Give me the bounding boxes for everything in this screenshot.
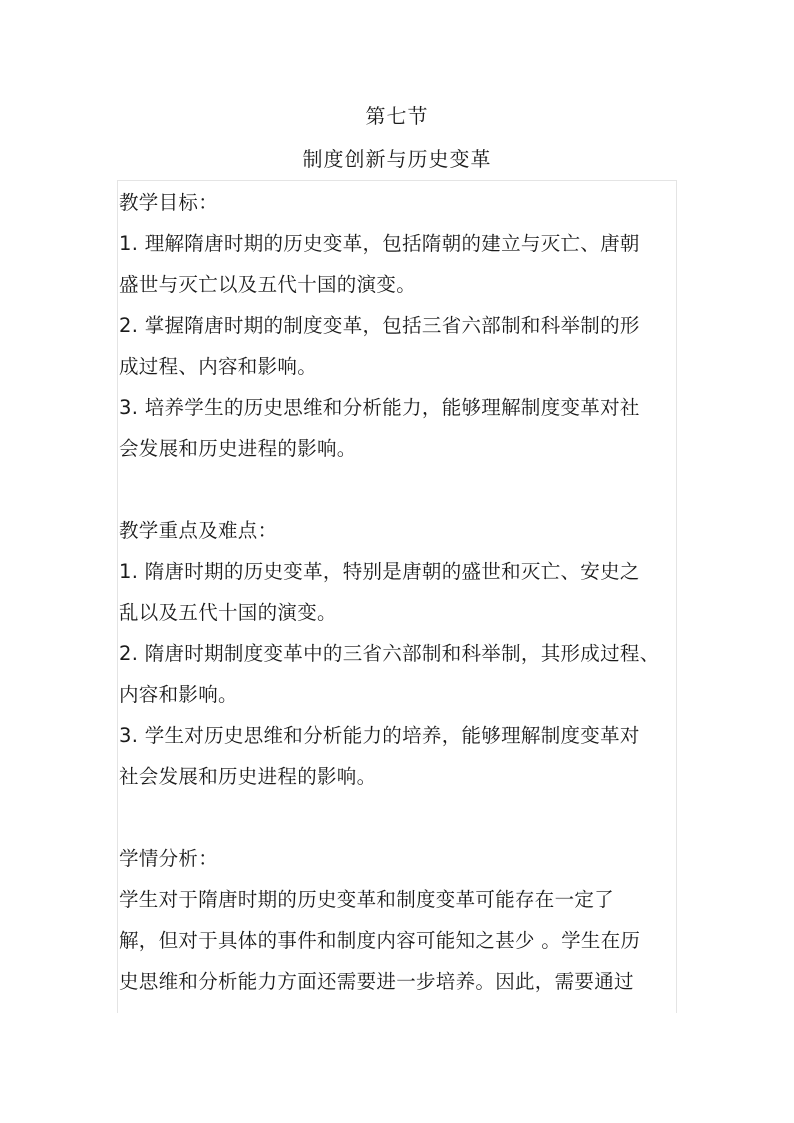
key-points-line: 3. 学生对历史思维和分析能力的培养，能够理解制度变革对 [119, 724, 640, 747]
analysis-line: 史思维和分析能力方面还需要进一步培养。因此，需要通过 [119, 970, 634, 993]
analysis-heading: 学情分析： [119, 847, 219, 870]
section-number-title: 第七节 [365, 104, 429, 128]
section-main-title: 制度创新与历史变革 [302, 147, 492, 171]
key-points-heading: 教学重点及难点： [119, 519, 278, 542]
paragraph-spacer [119, 797, 679, 838]
paragraph-spacer [119, 469, 679, 510]
objectives-line: 3. 培养学生的历史思维和分析能力，能够理解制度变革对社 [119, 396, 640, 419]
key-points-line: 社会发展和历史进程的影响。 [119, 765, 377, 788]
key-points-line: 内容和影响。 [119, 683, 238, 706]
key-points-line: 1. 隋唐时期的历史变革，特别是唐朝的盛世和灭亡、安史之 [119, 560, 640, 583]
objectives-line: 1. 理解隋唐时期的历史变革，包括隋朝的建立与灭亡、唐朝 [119, 232, 640, 255]
analysis-line: 学生对于隋唐时期的历史变革和制度变革可能存在一定了 [119, 888, 615, 911]
objectives-line: 成过程、内容和影响。 [119, 355, 318, 378]
key-points-line: 乱以及五代十国的演变。 [119, 601, 337, 624]
objectives-line: 2. 掌握隋唐时期的制度变革，包括三省六部制和科举制的形 [119, 314, 640, 337]
key-points-line: 2. 隋唐时期制度变革中的三省六部制和科举制，其形成过程、 [119, 642, 660, 665]
analysis-line: 解，但对于具体的事件和制度内容可能知之甚少 。学生在历 [119, 929, 641, 952]
lesson-plan-body [119, 182, 679, 1002]
objectives-line: 盛世与灭亡以及五代十国的演变。 [119, 273, 417, 296]
objectives-heading: 教学目标： [119, 191, 219, 214]
objectives-line: 会发展和历史进程的影响。 [119, 437, 357, 460]
